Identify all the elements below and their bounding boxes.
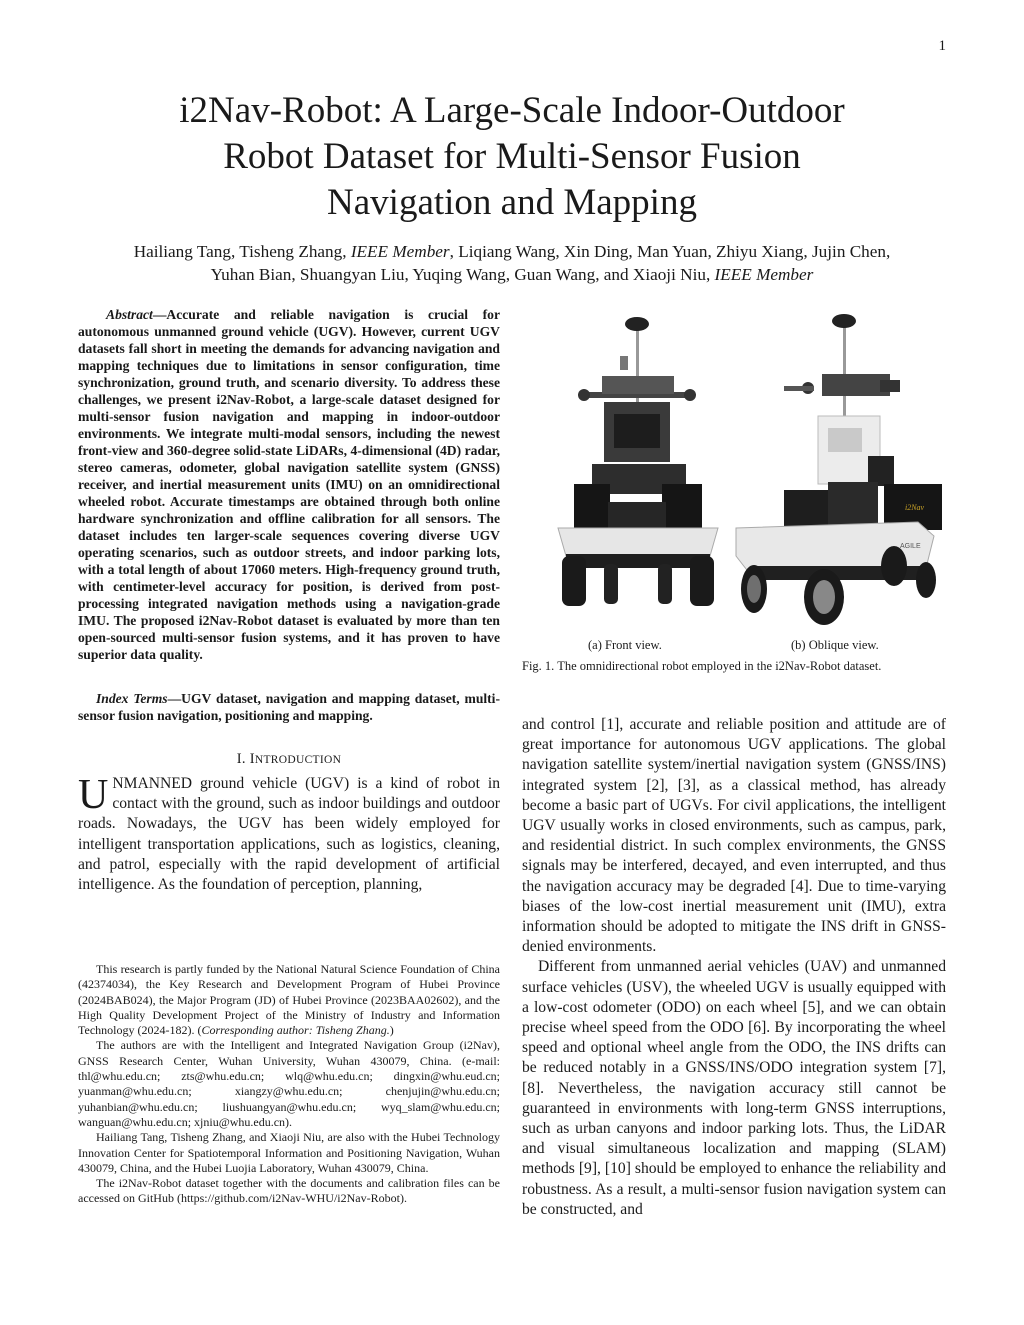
footnote-funding: This research is partly funded by the National Natural Science Foundation of China (42374034), the Key Research and Development Program of Hubei Province (2024BAB024), the Major Program (JD) of Hubei Province (2023BAA02602), and the High Quality Development Project of the Ministry of Industry and Information Technology (2024-182). (Corresponding author: Tisheng Zhang.)	[78, 962, 500, 1038]
robot-oblique-view	[736, 314, 942, 625]
abstract-label: Abstract	[106, 307, 153, 322]
footnote-dataset-link: The i2Nav-Robot dataset together with the documents and calibration files can be accessed on GitHub (https://github.com/i2Nav-WHU/i2Nav-Robot).	[78, 1176, 500, 1206]
authors-line-1: Hailiang Tang, Tisheng Zhang, IEEE Member, Liqiang Wang, Xin Ding, Man Yuan, Zhiyu Xiang, Jujin Chen,	[133, 242, 891, 261]
index-terms	[78, 690, 500, 724]
title-line-2: Robot Dataset for Multi-Sensor Fusion	[223, 136, 801, 177]
drop-cap: U	[78, 772, 109, 818]
intro-paragraph: UNMANNED ground vehicle (UGV) is a kind of robot in contact with the ground, such as indoor buildings and outdoor roads. Nowadays, the UGV has been widely employed for intelligent transportation applications, such as logistics, cleaning, and patrol, especially with the rapid development of artificial intelligence. As the foundation of perception, planning,	[78, 772, 500, 894]
subcaption-oblique-view: (b) Oblique view.	[791, 638, 879, 652]
robot-figure	[522, 306, 946, 636]
index-terms-label: Index Terms	[96, 691, 168, 706]
section-heading: I. INTRODUCTION	[236, 751, 342, 767]
left-column	[78, 306, 500, 895]
footnote-additional-affiliations: Hailiang Tang, Tisheng Zhang, and Xiaoji Niu, are also with the Hubei Technology Innovation Center for Spatiotemporal Information and Positioning Navigation, Wuhan 430079, China, and the Hubei Luojia Laboratory, Wuhan 430079, China.	[78, 1130, 500, 1175]
body-paragraph-2: Different from unmanned aerial vehicles (UAV) and unmanned surface vehicles (USV), the wheeled UGV is usually equipped with a low-cost odometer (ODO) on each wheel [5], and we can obtain precise wheel speed from the ODO [6]. By incorporating the wheel speed and optional wheel angle from the ODO, the INS drifts can be reduced notably in a GNSS/INS/ODO integration system [7], [8]. Nevertheless, the navigation accuracy still cannot be guaranteed in environments with long-term GNSS interruptions, such as urban canyons and indoor parking lots. Thus, the LiDAR and visual simultaneous localization and mapping (SLAM) methods [9], [10] should be employed to enhance the reliability and robustness. As a result, a multi-sensor fusion navigation system can be constructed, and	[522, 958, 946, 1218]
body-paragraph-1: and control [1], accurate and reliable position and attitude are of great importance for autonomous UGV applications. The global navigation satellite system/inertial navigation system (GNSS/INS) integrated system [2], [3], as a classical method, has already become a basic part of UGVs. For civil applications, the intelligent UGV usually works in closed environments, such as campus, park, and residential district. In such complex environments, the GNSS signals may be interfered, decayed, and even interrupted, and thus the navigation accuracy may be degraded [4]. Due to time-varying biases of the low-cost inertial measurement unit (IMU), extra information should be adopted to mitigate the INS drift in GNSS-denied environments.	[522, 716, 946, 956]
subcaption-front-view: (a) Front view.	[588, 638, 662, 652]
title-line-3: Navigation and Mapping	[327, 182, 697, 223]
footnotes	[78, 962, 500, 1207]
robot-brand-label: AGILE	[900, 543, 921, 550]
page-number: 1	[938, 38, 946, 54]
abstract-text: —Accurate and reliable navigation is crucial for autonomous unmanned ground vehicle (UGV). However, current UGV datasets fall short in meeting the demands for advancing navigation and mapping techniques due to limitations in sensor configuration, time synchronization, ground truth, and scenario diversity. To address these challenges, we present i2Nav-Robot, a large-scale dataset designed for multi-sensor fusion navigation and mapping in indoor-outdoor environments. We integrate multi-modal sensors, including the newest front-view and 360-degree solid-state LiDARs, 4-dimensional (4D) radar, stereo cameras, odometer, global navigation satellite system (GNSS) receiver, and inertial measurement units (IMU) on an omnidirectional wheeled robot. Accurate timestamps are obtained through both online hardware synchronization and offline calibration for all sensors. The dataset includes ten larger-scale sequences covering diverse UGV operating scenarios, such as outdoor streets, and indoor parking lots, with a total length of about 17060 meters. High-frequency ground truth, with centimeter-level accuracy for position, is derived from post-processing integrated navigation methods using a navigation-grade IMU. The proposed i2Nav-Robot dataset is evaluated by more than ten open-sourced multi-sensor fusion systems, and it has proven to have superior data quality.	[78, 307, 500, 662]
robot-front-view	[558, 317, 718, 606]
title-line-1: i2Nav-Robot: A Large-Scale Indoor-Outdoor	[179, 90, 845, 131]
right-column	[522, 715, 946, 1220]
index-terms-text: —UGV dataset, navigation and mapping dataset, multi-sensor fusion navigation, positioning and mapping.	[78, 691, 500, 723]
paper-title	[0, 88, 1024, 226]
footnote-affiliations: The authors are with the Intelligent and Integrated Navigation Group (i2Nav), GNSS Research Center, Wuhan University, Wuhan 430079, China. (e-mail: thl@whu.edu.cn; zts@whu.edu.cn; wlq@whu.edu.cn; dingxin@whu.eud.cn; yuanman@whu.edu.cn; xiangzy@whu.edu.cn; chenjujin@whu.edu.cn; yuhanbian@whu.edu.cn; liushuangyan@whu.edu.cn; wyq_slam@whu.edu.cn; wanguan@whu.edu.cn; xjniu@whu.edu.cn).	[78, 1038, 500, 1129]
author-list	[0, 240, 1024, 286]
authors-line-2: Yuhan Bian, Shuangyan Liu, Yuqing Wang, Guan Wang, and Xiaoji Niu, IEEE Member	[210, 265, 814, 284]
abstract	[78, 306, 500, 663]
svg-text:i2Nav: i2Nav	[905, 503, 925, 512]
figure-caption: Fig. 1. The omnidirectional robot employed in the i2Nav-Robot dataset.	[522, 659, 882, 673]
